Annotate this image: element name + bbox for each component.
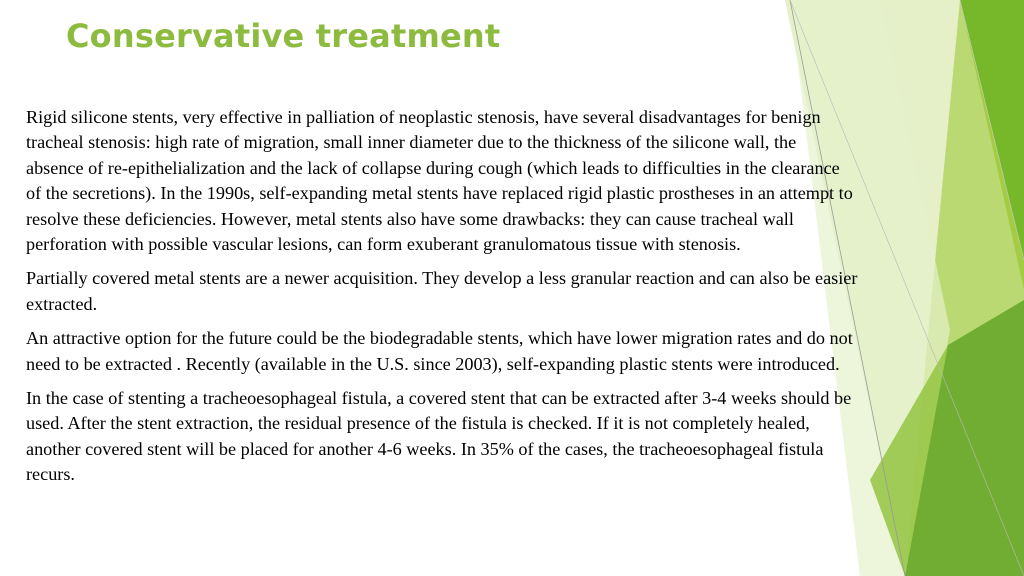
paragraph-biodegradable-stents: An attractive option for the future could be the biodegradable stents, which have lower migration rates and do not need to be extracted . Recently (available in the U.S. since 2003), self-expanding plastic stents were introduced. <box>26 328 853 374</box>
paragraph-rigid-stents: Rigid silicone stents, very effective in palliation of neoplastic stenosis, have several disadvantages for benign tracheal stenosis: high rate of migration, small inner diameter due to the thickness of the silicone wall, the absence of re-epithelialization and the lack of collapse during cough (which leads to difficulties in the clearance of the secretions). In the 1990s, self-expanding metal stents have replaced rigid plastic prostheses in an attempt to resolve these deficiencies. However, metal stents also have some drawbacks: they can cause tracheal wall perforation with possible vascular lesions, can form exuberant granulomatous tissue with stenosis. <box>26 107 853 255</box>
slide-title: Conservative treatment <box>66 17 501 55</box>
paragraph-covered-metal-stents: Partially covered metal stents are a newer acquisition. They develop a less granular reaction and can also be easier extracted. <box>26 268 858 314</box>
slide-body <box>26 105 858 497</box>
paragraph-fistula-stenting: In the case of stenting a tracheoesophageal fistula, a covered stent that can be extracted after 3-4 weeks should be used. After the stent extraction, the residual presence of the fistula is checked. If it is not completely healed, another covered stent will be placed for another 4-6 weeks. In 35% of the cases, the tracheoesophageal fistula recurs. <box>26 388 852 485</box>
